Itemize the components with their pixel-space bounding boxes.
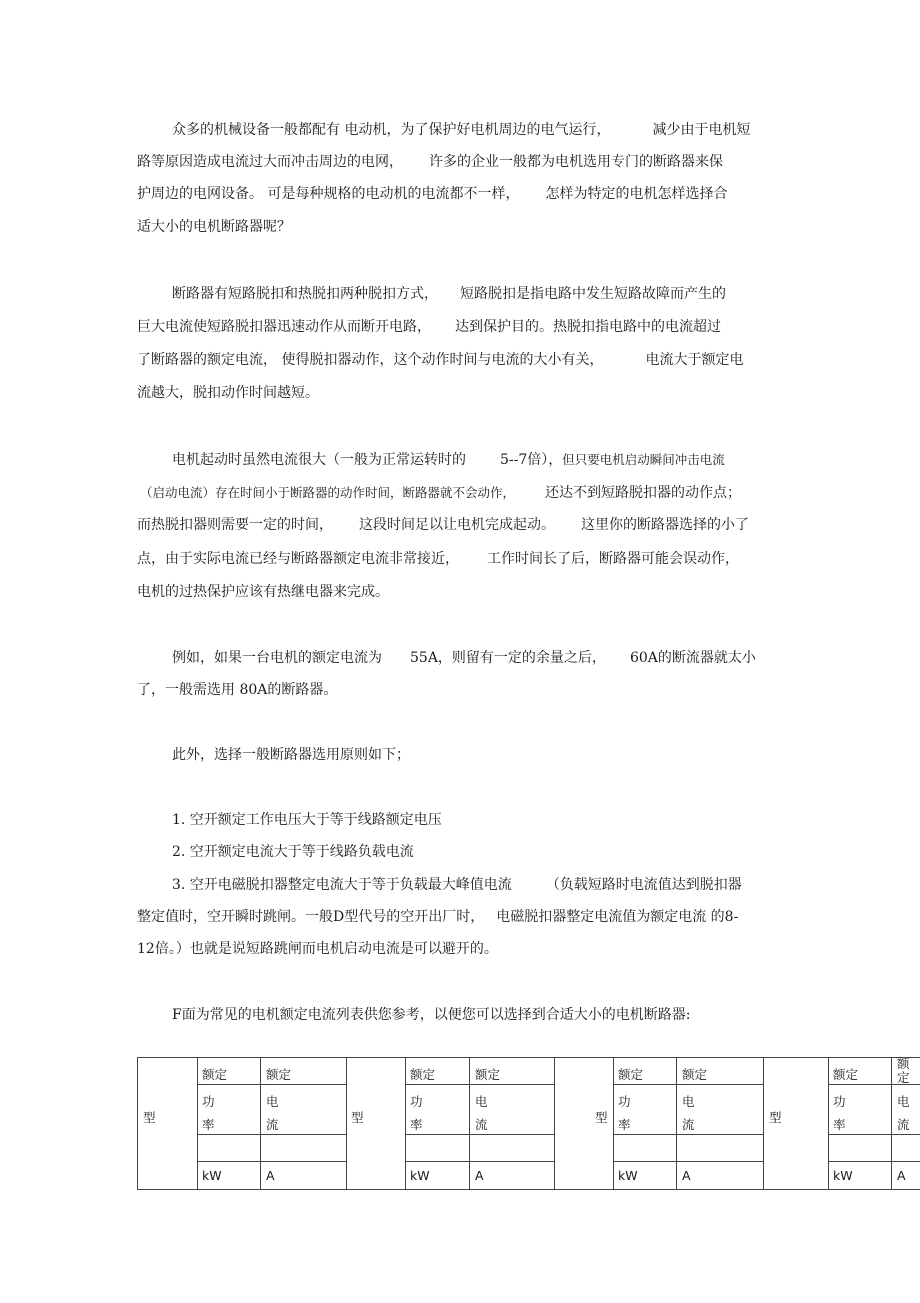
- table-row-line: [197, 1084, 346, 1085]
- header-rated-power: 额定: [618, 1067, 644, 1082]
- table-divider: [260, 1057, 261, 1190]
- list-item-3-cont-2: [137, 939, 498, 959]
- type-label: 型: [769, 1110, 782, 1125]
- text-span: 工作时间长了后，断路器可能会误动作，: [487, 551, 739, 567]
- header-rated-power: 额定: [202, 1067, 228, 1082]
- text-span: 此外，选择一般断路器选用原则如下；: [172, 747, 410, 763]
- power-char-2: 率: [618, 1117, 631, 1132]
- p4-line-2: [137, 680, 337, 700]
- p2-line-4: [137, 383, 319, 403]
- table-divider: [346, 1057, 347, 1190]
- text-span: 还达不到短路脱扣器的动作点；: [545, 485, 742, 501]
- p5-line-1: [172, 745, 410, 765]
- table-row-line: [405, 1161, 554, 1162]
- table-row-line: [197, 1134, 346, 1135]
- current-char-1: 电: [475, 1094, 488, 1109]
- p2-line-2: [137, 317, 721, 337]
- table-row-line: [613, 1161, 763, 1162]
- p1-line-2: [137, 152, 723, 172]
- text-span: 达到保护目的。热脱扣指电路中的电流超过: [455, 319, 721, 335]
- text-span: 怎样为特定的电机怎样选择合: [545, 186, 728, 202]
- power-char-2: 率: [202, 1117, 215, 1132]
- p3-line-5: [137, 582, 389, 602]
- table-divider: [676, 1057, 677, 1190]
- list-item-2: [172, 842, 414, 862]
- power-char-2: 率: [833, 1117, 846, 1132]
- text-span: 适大小的电机断路器呢？: [137, 219, 291, 235]
- unit-a: A: [266, 1168, 275, 1183]
- list-item-3-cont-1: [137, 907, 738, 927]
- table-divider: [197, 1057, 198, 1190]
- text-span: 5--7倍），: [500, 452, 563, 468]
- p2-line-3: [137, 350, 743, 370]
- table-border-bottom: [137, 1189, 920, 1190]
- p3-line-2: [140, 483, 741, 503]
- table-row-line: [828, 1161, 920, 1162]
- text-span: 流越大，脱扣动作时间越短。: [137, 385, 319, 401]
- unit-a: A: [475, 1168, 484, 1183]
- p1-line-3: [137, 184, 727, 204]
- unit-a: A: [682, 1168, 691, 1183]
- p3-line-3: [137, 515, 749, 535]
- table-row-line: [613, 1084, 763, 1085]
- p1-line-1: [172, 120, 750, 140]
- current-char-1: 电: [682, 1094, 695, 1109]
- power-char-2: 率: [410, 1117, 423, 1132]
- text-span: 整定值时，空开瞬时跳闸。一般D型代号的空开出厂时，: [137, 909, 485, 925]
- text-span: 1. 空开额定工作电压大于等于线路额定电压: [172, 812, 442, 828]
- p3-line-1: [172, 450, 725, 470]
- text-span: 例如，如果一台电机的额定电流为: [172, 650, 382, 666]
- p7-line-1: [172, 1005, 690, 1025]
- table-divider: [613, 1057, 614, 1190]
- unit-kw: kW: [833, 1168, 853, 1183]
- power-char-1: 功: [618, 1094, 631, 1109]
- motor-current-table: [137, 1057, 920, 1190]
- current-char-2: 流: [897, 1117, 910, 1132]
- text-span: 电机的过热保护应该有热继电器来完成。: [137, 584, 389, 600]
- table-row-line: [405, 1134, 554, 1135]
- table-row-line: [828, 1084, 920, 1085]
- p2-line-1: [172, 284, 726, 304]
- text-span: 电磁脱扣器整定电流值为额定电流 的8-: [496, 909, 739, 925]
- table-divider: [554, 1057, 555, 1190]
- text-span: 护周边的电网设备。 可是每种规格的电动机的电流都不一样，: [137, 186, 520, 202]
- type-label: 型: [143, 1110, 156, 1125]
- text-span: 这里你的断路器选择的小了: [581, 517, 749, 533]
- p3-line-4: [137, 549, 739, 569]
- header-rated-power: 额定: [410, 1067, 436, 1082]
- current-char-1: 电: [897, 1094, 910, 1109]
- table-divider: [891, 1057, 892, 1190]
- p4-line-1: [172, 648, 756, 668]
- table-border-left: [137, 1057, 138, 1190]
- power-char-1: 功: [833, 1094, 846, 1109]
- table-row-line: [405, 1084, 554, 1085]
- text-span: 电机起动时虽然电流很大（一般为正常运转时的: [172, 452, 466, 468]
- list-item-1: [172, 810, 442, 830]
- text-span: 众多的机械设备一般都配有 电动机，为了保护好电机周边的电气运行，: [172, 122, 611, 138]
- text-span: 电流大于额定电: [645, 352, 744, 368]
- current-char-2: 流: [266, 1117, 279, 1132]
- text-span: 断路器有短路脱扣和热脱扣两种脱扣方式，: [172, 286, 438, 302]
- table-row-line: [613, 1134, 763, 1135]
- table-divider: [828, 1057, 829, 1190]
- unit-kw: kW: [410, 1168, 430, 1183]
- current-char-2: 流: [475, 1117, 488, 1132]
- text-span: F面为常见的电机额定电流列表供您参考，以便您可以选择到合适大小的电机断路器:: [172, 1007, 691, 1023]
- text-span: 这段时间足以让电机完成起动。: [359, 517, 555, 533]
- header-rated-current: 额定: [266, 1067, 292, 1082]
- current-char-1: 电: [266, 1094, 279, 1109]
- list-item-3: [172, 875, 742, 895]
- unit-kw: kW: [202, 1168, 222, 1183]
- power-char-1: 功: [410, 1094, 423, 1109]
- text-span: 路等原因造成电流过大而冲击周边的电网，: [137, 154, 403, 170]
- text-span: 许多的企业一般都为电机选用专门的断路器来保: [429, 154, 723, 170]
- type-label: 型: [351, 1110, 364, 1125]
- power-char-1: 功: [202, 1094, 215, 1109]
- current-char-2: 流: [682, 1117, 695, 1132]
- text-span: 巨大电流使短路脱扣器迅速动作从而断开电路，: [137, 319, 431, 335]
- text-span: 但只要电机启动瞬间冲击电流: [562, 452, 725, 467]
- table-border-top: [137, 1057, 920, 1058]
- table-divider: [469, 1057, 470, 1190]
- text-span: 60A的断流器就太小: [629, 650, 756, 666]
- text-span: 55A，则留有一定的余量之后，: [410, 650, 606, 666]
- text-span: 了断路器的额定电流， 使得脱扣器动作，这个动作时间与电流的大小有关，: [137, 352, 604, 368]
- text-span: （启动电流）存在时间小于断路器的动作时间，断路器就不会动作，: [140, 485, 516, 500]
- text-span: 了，一般需选用 80A的断路器。: [137, 682, 338, 698]
- table-divider: [405, 1057, 406, 1190]
- text-span: 减少由于电机短: [652, 122, 751, 138]
- text-span: 12倍。）也就是说短路跳闸而电机启动电流是可以避开的。: [137, 941, 498, 957]
- table-row-line: [197, 1161, 346, 1162]
- text-span: 点，由于实际电流已经与断路器额定电流非常接近，: [137, 551, 459, 567]
- unit-a: A: [897, 1168, 906, 1183]
- text-span: （负载短路时电流值达到脱扣器: [545, 877, 742, 893]
- table-divider: [763, 1057, 764, 1190]
- header-rated-current-partial: 额 定: [897, 1057, 910, 1084]
- text-span: 3. 空开电磁脱扣器整定电流大于等于负载最大峰值电流: [172, 877, 512, 893]
- text-span: 2. 空开额定电流大于等于线路负载电流: [172, 844, 414, 860]
- header-rated-power: 额定: [833, 1067, 859, 1082]
- unit-kw: kW: [618, 1168, 638, 1183]
- text-span: 而热脱扣器则需要一定的时间，: [137, 517, 333, 533]
- header-rated-current: 额定: [475, 1067, 501, 1082]
- p1-line-4: [137, 217, 291, 237]
- text-span: 短路脱扣是指电路中发生短路故障而产生的: [460, 286, 726, 302]
- table-row-line: [828, 1134, 920, 1135]
- type-label: 型: [595, 1110, 608, 1125]
- header-rated-current: 额定: [682, 1067, 708, 1082]
